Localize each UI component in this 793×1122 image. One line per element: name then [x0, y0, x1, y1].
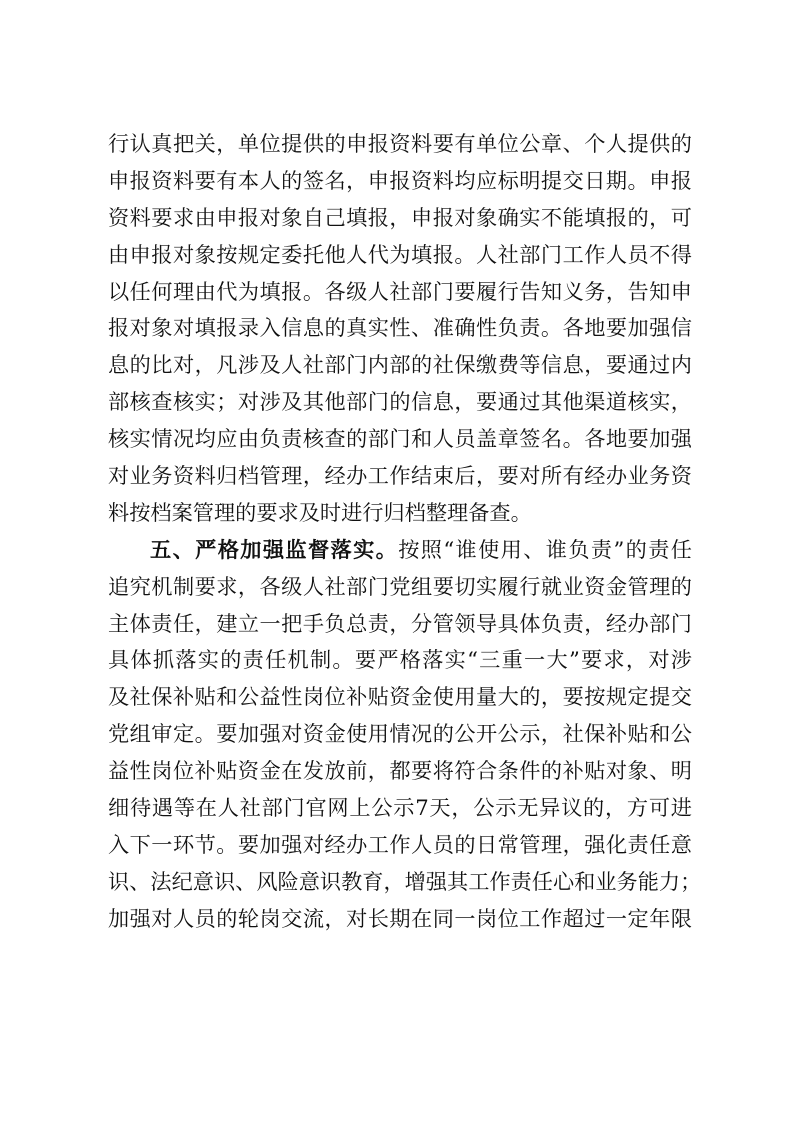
document-page	[108, 126, 702, 938]
section-heading-rest: 按照“谁使用、谁负责”的责任	[398, 536, 692, 562]
text-line: 具体抓落实的责任机制。要严格落实“三重一大”要求，对涉	[108, 647, 692, 673]
text-line: 入下一环节。要加强对经办工作人员的日常管理，强化责任意	[108, 831, 692, 857]
text-line: 行认真把关，单位提供的申报资料要有单位公章、个人提供的	[108, 131, 692, 156]
text-line: 加强对人员的轮岗交流，对长期在同一岗位工作超过一定年限	[108, 905, 692, 931]
text-line: 党组审定。要加强对资金使用情况的公开公示，社保补贴和公	[108, 721, 692, 747]
text-line: 识、法纪意识、风险意识教育，增强其工作责任心和业务能力；	[108, 868, 702, 894]
text-line: 资料要求由申报对象自己填报，申报对象确实不能填报的，可	[108, 204, 692, 230]
text-line: 息的比对，凡涉及人社部门内部的社保缴费等信息，要通过内	[108, 352, 692, 378]
text-line: 对业务资料归档管理，经办工作结束后，要对所有经办业务资	[108, 463, 692, 489]
text-line: 及社保补贴和公益性岗位补贴资金使用量大的，要按规定提交	[108, 684, 692, 710]
text-line: 由申报对象按规定委托他人代为填报。人社部门工作人员不得	[108, 241, 692, 267]
text-line: 以任何理由代为填报。各级人社部门要履行告知义务，告知申	[108, 278, 692, 304]
text-line: 申报资料要有本人的签名，申报资料均应标明提交日期。申报	[108, 167, 692, 193]
text-line: 追究机制要求，各级人社部门党组要切实履行就业资金管理的	[108, 573, 692, 599]
section-heading: 五、严格加强监督落实。	[150, 536, 399, 562]
text-line: 料按档案管理的要求及时进行归档整理备查。	[108, 499, 532, 525]
text-line: 益性岗位补贴资金在发放前，都要将符合条件的补贴对象、明	[108, 758, 692, 784]
text-line: 细待遇等在人社部门官网上公示7天，公示无异议的，方可进	[108, 795, 692, 821]
paragraph-verification	[108, 126, 692, 532]
text-line: 主体责任，建立一把手负总责，分管领导具体负责，经办部门	[108, 610, 692, 636]
text-line: 部核查核实；对涉及其他部门的信息，要通过其他渠道核实，	[108, 389, 692, 415]
section-first-line	[108, 532, 692, 569]
text-line: 报对象对填报录入信息的真实性、准确性负责。各地要加强信	[108, 315, 692, 341]
paragraph-supervision	[108, 532, 702, 938]
text-line: 核实情况均应由负责核查的部门和人员盖章签名。各地要加强	[108, 426, 692, 452]
